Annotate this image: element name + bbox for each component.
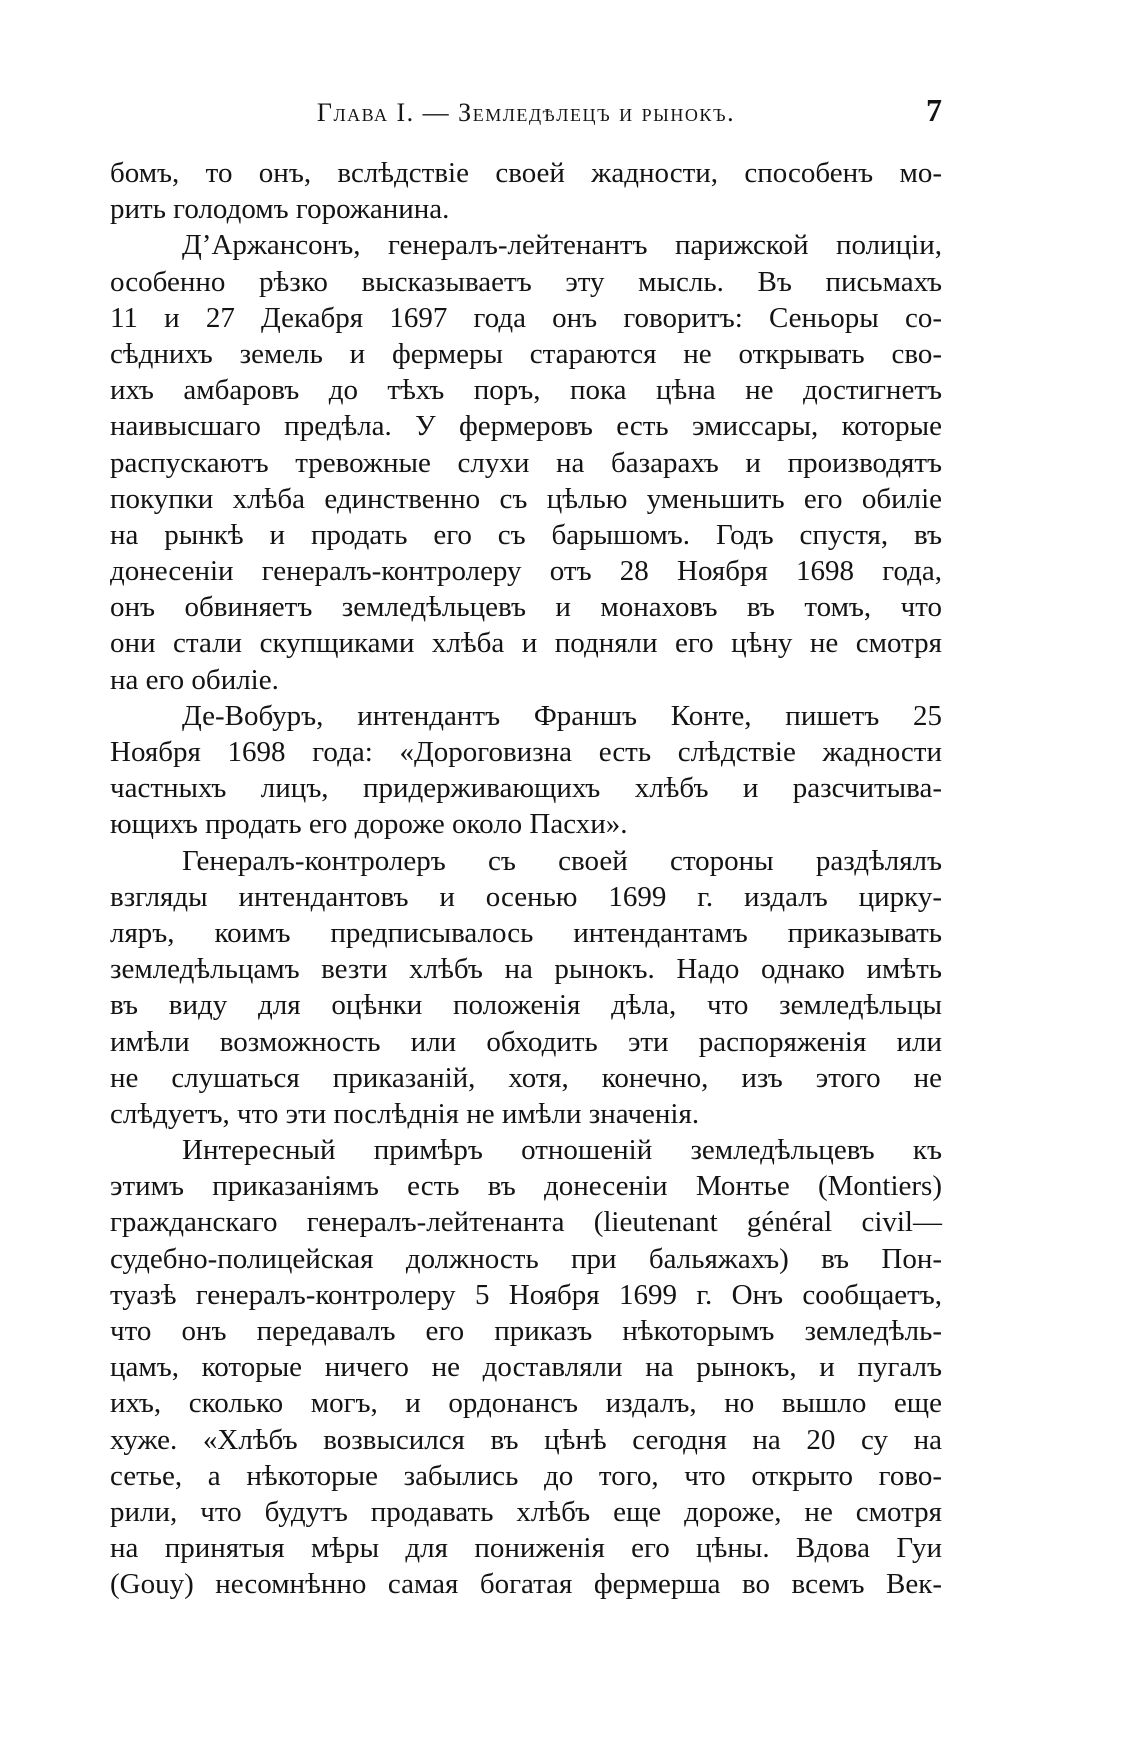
text-line: 11 и 27 Декабря 1697 года онъ говоритъ: Сеньоры со- (110, 301, 942, 334)
text-line: особенно рѣзко высказываетъ эту мысль. Въ письмахъ (110, 265, 942, 298)
paragraph (110, 843, 942, 1133)
text-line: на его обиліе. (110, 663, 279, 696)
paragraph (110, 155, 942, 227)
text-line: сѣднихъ земель и фермеры стараются не открывать сво- (110, 337, 942, 370)
text-line: Д’Аржансонъ, генералъ-лейтенантъ парижской полиціи, (182, 229, 942, 262)
text-line: они стали скупщиками хлѣба и подняли его цѣну не смотря (110, 627, 942, 660)
text-line: рить голодомъ горожанина. (110, 193, 450, 226)
text-line: онъ обвиняетъ земледѣльцевъ и монаховъ въ томъ, что (110, 591, 942, 624)
text-line: земледѣльцамъ везти хлѣбъ на рынокъ. Надо однако имѣть (110, 953, 942, 986)
text-line: бомъ, то онъ, вслѣдствіе своей жадности, способенъ мо- (110, 157, 942, 189)
text-line: Генералъ-контролеръ съ своей стороны раздѣлялъ (182, 844, 942, 877)
text-line: туазѣ генералъ-контролеру 5 Ноября 1699 г. Онъ сообщаетъ, (110, 1278, 942, 1311)
text-line: что онъ передавалъ его приказъ нѣкоторымъ земледѣль- (110, 1315, 942, 1347)
text-line: на принятыя мѣры для пониженія его цѣны. Вдова Гуи (110, 1532, 942, 1565)
text-line: въ виду для оцѣнки положенія дѣла, что земледѣльцы (110, 989, 942, 1022)
paragraph (110, 227, 942, 697)
text-line: этимъ приказаніямъ есть въ донесеніи Монтье (Montiers) (110, 1170, 942, 1203)
text-line: ихъ амбаровъ до тѣхъ поръ, пока цѣна не достигнетъ (110, 374, 942, 407)
text-line: гражданскаго генералъ-лейтенанта (lieutenant général civil— (110, 1206, 942, 1239)
text-line: Интересный примѣръ отношеній земледѣльцевъ къ (182, 1134, 942, 1167)
text-line: Ноября 1698 года: «Дороговизна есть слѣдствіе жадности (110, 736, 942, 768)
text-line: цамъ, которые ничего не доставляли на рынокъ, и пугалъ (110, 1351, 942, 1384)
text-line: взгляды интендантовъ и осенью 1699 г. издалъ цирку- (110, 880, 942, 913)
text-line: сетье, а нѣкоторые забылись до того, что открыто гово- (110, 1459, 942, 1492)
text-line: не слушаться приказаній, хотя, конечно, изъ этого не (110, 1061, 942, 1094)
running-head (110, 92, 942, 134)
text-line: донесеніи генералъ-контролеру отъ 28 Ноября 1698 года, (110, 555, 942, 588)
text-line: покупки хлѣба единственно съ цѣлью уменьшить его обиліе (110, 482, 942, 515)
text-line: ляръ, коимъ предписывалось интендантамъ приказывать (110, 916, 942, 949)
text-line: судебно-полицейская должность при бальяжахъ) въ Пон- (110, 1242, 942, 1275)
text-line: распускаютъ тревожные слухи на базарахъ и производятъ (110, 446, 942, 479)
text-line: ющихъ продать его дороже около Пасхи». (110, 808, 628, 841)
text-line: слѣдуетъ, что эти послѣднія не имѣли значенія. (110, 1097, 700, 1130)
text-line: хуже. «Хлѣбъ возвысился въ цѣнѣ сегодня на 20 су на (110, 1423, 942, 1456)
text-line: на рынкѣ и продать его съ барышомъ. Годъ спустя, въ (110, 518, 942, 551)
page-number: 7 (926, 92, 942, 128)
body-text (110, 155, 942, 1603)
text-line: наивысшаго предѣла. У фермеровъ есть эмиссары, которые (110, 410, 942, 443)
text-line: имѣли возможность или обходить эти распоряженія или (110, 1025, 942, 1058)
text-line: Де-Вобуръ, интендантъ Франшъ Конте, пишетъ 25 (182, 699, 942, 732)
text-line: частныхъ лицъ, придерживающихъ хлѣбъ и разсчитыва- (110, 772, 942, 805)
text-line: (Gouy) несомнѣнно самая богатая фермерша во всемъ Век- (110, 1568, 942, 1601)
paragraph (110, 698, 942, 843)
text-line: ихъ, сколько могъ, и ордонансъ издалъ, но вышло еще (110, 1387, 942, 1420)
text-line: рили, что будутъ продавать хлѣбъ еще дороже, не смотря (110, 1495, 942, 1528)
paragraph (110, 1132, 942, 1602)
running-title: Глава I. — Земледѣлецъ и рынокъ. (316, 98, 736, 127)
